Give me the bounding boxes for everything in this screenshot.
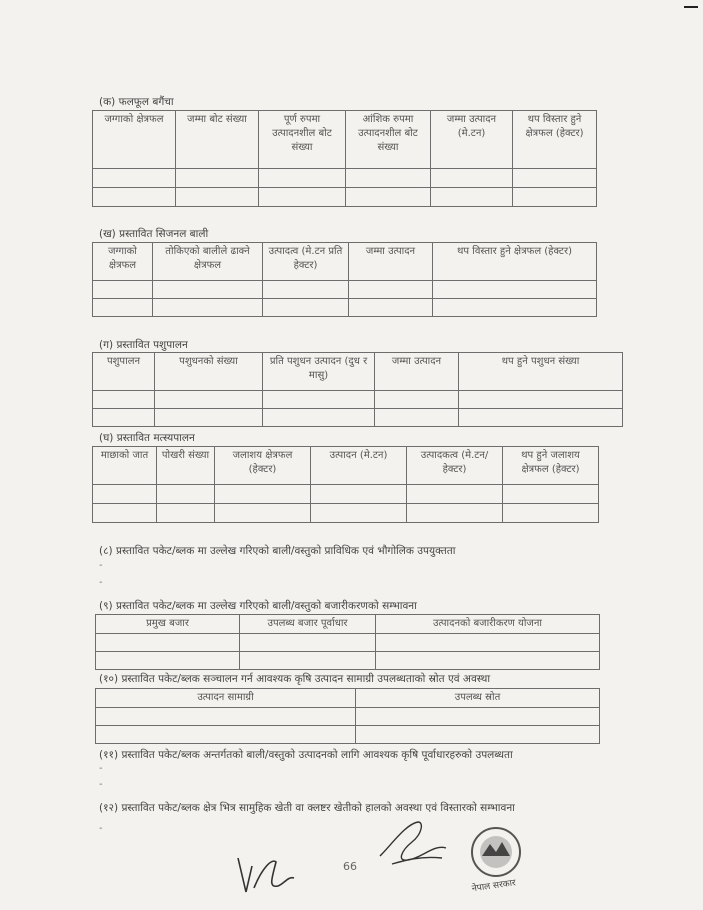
- header-cell: प्रमुख बजार: [96, 615, 240, 634]
- table-row: [96, 708, 600, 726]
- header-cell: उपलब्ध स्रोत: [356, 689, 600, 708]
- header-cell: जग्गाको क्षेत्रफल: [93, 111, 176, 169]
- header-cell: प्रति पशुधन उत्पादन (दुध र मासु): [263, 353, 375, 391]
- section-title-cluster-farming: (१२) प्रस्तावित पकेट/ब्लक क्षेत्र भित्र सामुहिक खेती वा क्लष्टर खेतीको हालको अवस्था एवं विस्तारको सम्भावना: [99, 802, 515, 814]
- signature-right: [372, 814, 452, 874]
- header-cell: जम्मा उत्पादन: [375, 353, 459, 391]
- dash-mark: -: [99, 763, 103, 774]
- table-row: [93, 504, 599, 523]
- marketing-table: [95, 614, 600, 670]
- section-title-seasonal-crop: (ख) प्रस्तावित सिजनल बाली: [99, 228, 209, 240]
- page-number: 66: [343, 860, 357, 873]
- government-seal: [458, 822, 536, 904]
- header-cell: उत्पादन सामाग्री: [96, 689, 356, 708]
- orchard-table: [92, 110, 597, 207]
- section-title-marketing: (९) प्रस्तावित पकेट/ब्लक मा उल्लेख गरिएको बाली/वस्तुको बजारीकरणको सम्भावना: [99, 600, 417, 612]
- header-cell: जम्मा बोट संख्या: [176, 111, 259, 169]
- table-row: [96, 652, 600, 670]
- section-title-technical-suitability: (८) प्रस्तावित पकेट/ब्लक मा उल्लेख गरिएको बाली/वस्तुको प्राविधिक एवं भौगोलिक उपयुक्तता: [99, 545, 456, 557]
- table-row: [96, 634, 600, 652]
- dash-mark: -: [99, 823, 103, 834]
- header-cell: थप विस्तार हुने क्षेत्रफल (हेक्टर): [513, 111, 597, 169]
- header-cell: माछाको जात: [93, 447, 157, 485]
- fishery-table: [92, 446, 599, 523]
- dash-mark: -: [99, 779, 103, 790]
- inputs-table: [95, 688, 600, 744]
- signature-left: [232, 848, 302, 898]
- table-row: [93, 281, 597, 299]
- header-cell: जग्गाको क्षेत्रफल: [93, 243, 153, 281]
- svg-text:नेपाल सरकार: नेपाल सरकार: [471, 878, 517, 895]
- table-row: [93, 409, 623, 427]
- table-row: [96, 726, 600, 744]
- header-cell: उत्पादकत्व (मे.टन/हेक्टर): [407, 447, 503, 485]
- table-row: [93, 391, 623, 409]
- header-cell: पूर्ण रुपमा उत्पादनशील बोट संख्या: [259, 111, 346, 169]
- header-cell: थप हुने पशुधन संख्या: [459, 353, 623, 391]
- header-cell: पशुपालन: [93, 353, 155, 391]
- header-cell: पशुधनको संख्या: [155, 353, 263, 391]
- header-cell: तोकिएको बालीले ढाक्ने क्षेत्रफल: [153, 243, 263, 281]
- header-cell: जम्मा उत्पादन: [349, 243, 433, 281]
- dash-mark: -: [99, 560, 103, 571]
- seasonal-crop-table: [92, 242, 597, 317]
- header-cell: उत्पादनको बजारीकरण योजना: [376, 615, 600, 634]
- header-cell: उपलब्ध बजार पूर्वाधार: [240, 615, 376, 634]
- header-cell: आंशिक रुपमा उत्पादनशील बोट संख्या: [346, 111, 431, 169]
- header-cell: जलाशय क्षेत्रफल (हेक्टर): [215, 447, 311, 485]
- table-row: [93, 188, 597, 207]
- table-row: [93, 169, 597, 188]
- header-cell: पोखरी संख्या: [157, 447, 215, 485]
- header-cell: उत्पादत्व (मे.टन प्रति हेक्टर): [263, 243, 349, 281]
- header-cell: थप विस्तार हुने क्षेत्रफल (हेक्टर): [433, 243, 597, 281]
- header-cell: जम्मा उत्पादन (मे.टन): [431, 111, 513, 169]
- section-title-infrastructure: (११) प्रस्तावित पकेट/ब्लक अन्तर्गतको बाली/वस्तुको उत्पादनको लागि आवश्यक कृषि पूर्वाधारहरुको उपलब्धता: [99, 749, 513, 761]
- table-row: [93, 299, 597, 317]
- dash-mark: -: [99, 577, 103, 588]
- edge-mark: [684, 6, 698, 8]
- section-title-orchard: (क) फलफूल बगैंचा: [99, 96, 174, 108]
- section-title-inputs: (१०) प्रस्तावित पकेट/ब्लक सञ्चालन गर्न आवश्यक कृषि उत्पादन सामाग्री उपलब्धताको स्रोत एवं अवस्था: [99, 673, 491, 685]
- header-cell: थप हुने जलाशय क्षेत्रफल (हेक्टर): [503, 447, 599, 485]
- table-row: [93, 485, 599, 504]
- section-title-livestock: (ग) प्रस्तावित पशुपालन: [99, 339, 188, 351]
- section-title-fishery: (घ) प्रस्तावित मत्स्यपालन: [99, 432, 195, 444]
- livestock-table: [92, 352, 623, 427]
- header-cell: उत्पादन (मे.टन): [311, 447, 407, 485]
